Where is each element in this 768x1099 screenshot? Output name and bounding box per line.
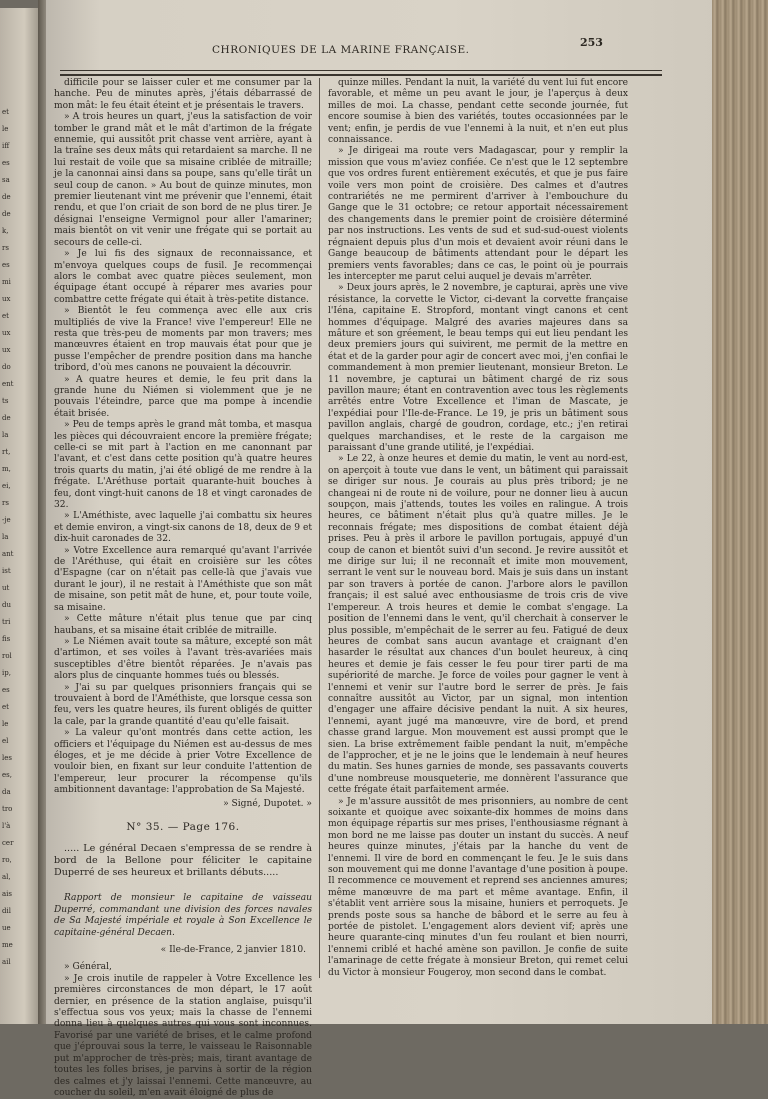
left-column [54,78,312,1099]
header-rule-thin [60,70,662,71]
facing-page-fragment: ant [2,550,14,558]
facing-page-fragment: mi [2,278,11,286]
facing-page-fragment: et [2,108,9,116]
facing-page-fragment: ue [2,924,11,932]
section-heading: N° 35. — Page 176. [126,821,240,833]
page-header [46,36,718,62]
facing-page-fragment: ro, [2,856,12,864]
facing-page-fragment: k, [2,227,9,235]
paragraph: » Deux jours après, le 2 novembre, je capturai, après une vive résistance, la corvette le Victor, ci-devant la corvette française l'Iéna, capitaine E. Stropford, montant vingt canons et cent hommes d'équipage. Malgré des avaries majeures dans sa mâture et son gréement, le beau temps qui eut lieu pendant les deux premiers jours qui suivirent, me permit de la mettre en état et de la garder pour agir de concert avec moi, j'en confiai le commandement à mon premier lieutenant, monsieur Breton. Le 11 novembre, je capturai un bâtiment chargé de riz sous pavillon maure; étant en contravention avec tous les règlements arrêtés entre Votre Excellence et l'iman de Mascate, je l'expédiai pour l'Ile-de-France. Le 19, je pris un bâtiment sous pavillon anglais, chargé de goudron, cordage, etc.; j'en retirai quelques marchandises, et le reste de la cargaison me paraissant d'une grande utilité, je l'expédiai. [328,283,628,453]
facing-page-fragment: tro [2,805,13,813]
paragraph: » Cette mâture n'était plus tenue que par cinq haubans, et sa misaine était criblée de mitraille. [54,614,312,636]
facing-page-fragment: ei, [2,482,11,490]
facing-page-fragment: ail [2,958,11,966]
paragraph: » La valeur qu'ont montrés dans cette action, les officiers et l'équipage du Niémen est au-dessus de mes éloges, et je me décide à prier Votre Excellence de vouloir bien, en fixant sur leur conduite l'attention de l'empereur, leur procurer la récompense qu'ils ambitionnent davantage: l'approbation de Sa Majesté. [54,728,312,796]
facing-page-fragment: de [2,414,11,422]
facing-page-fragment: m, [2,465,11,473]
paragraph: » Le Niémen avait toute sa mâture, excepté son mât d'artimon, et ses voiles à l'avant très-avariées mais susceptibles d'être bientôt réparées. Je n'avais pas alors plus de cinquante hommes tués ou blessés. [54,636,312,682]
page-stack-edge [712,0,768,1024]
paragraph: » Le 22, à onze heures et demie du matin, le vent au nord-est, on aperçoit à toute vue dans le vent, un bâtiment qui paraissait se diriger sur nous. Je courais au plus près tribord; je ne changeai ni de route ni de voilure, pour ne donner lieu à aucun soupçon, mais j'attends, toutes les voiles en ralingue. A trois heures, ce bâtiment n'était plus qu'à quatre milles. Je le reconnais frégate; mes dispositions de combat étaient déjà prises. Peu à près il arbore le pavillon portugais, appuyé d'un coup de canon et bientôt suivi d'un second. Je revire aussitôt et me dirige sur lui; il ne reconnaît et imite mon mouvement, serrant le vent sur le nouveau bord. Mais je suis dans un instant par son travers à portée de canon. J'arbore alors le pavillon français; il est salué avec enthousiasme de trois cris de vive l'empereur. A trois heures et demie le combat s'engage. La position de l'ennemi dans le vent, qu'il cherchait à conserver le plus possible, m'empêchait de le serrer au feu. Fatigué de deux heures de combat sans aucun avantage et craignant d'en hasarder le résultat aux chances d'un boulet heureux, à cinq heures et demie je fais cesser le feu pour tirer parti de ma supériorité de marche. Je force de voiles pour gagner le vent à l'ennemi et venir sur l'autre bord le serrer de près. Je fais connaître aussitôt au Victor, par un signal, mon intention d'engager une affaire décisive pendant la nuit. A six heures, l'ennemi, ayant jugé ma manœuvre, vire de bord, et prend chasse grand largue. Mon mouvement est aussi prompt que le sien. La brise extrêmement faible pendant la nuit, m'empêche de l'approcher, et je ne le joins que le lendemain à neuf heures du matin. Ses hunes garnies de monde, ses passavants couverts d'une nombreuse mousqueterie, me donnèrent l'assurance que cette frégate était parfaitement armée. [328,454,628,796]
paragraph: » Peu de temps après le grand mât tomba, et masqua les pièces qui découvraient encore la première frégate; celle-ci se mit part à l'action en me canonnant par l'avant, et c'est dans cette position qu'à quatre heures trois quarts du matin, j'ai été obligé de me rendre à la frégate. L'Aréthuse portait quarante-huit bouches à feu, dont vingt-huit canons de 18 et vingt caronades de 32. [54,420,312,511]
facing-page-fragment: fis [2,635,11,643]
facing-page-fragment: es, [2,771,12,779]
facing-page-fragment: le [2,125,9,133]
facing-page-fragment: de [2,210,11,218]
paragraph: » Bientôt le feu commença avec elle aux cris multipliés de vive la France! vive l'empereur! Elle ne resta que très-peu de moments par mon travers; mes manœuvres étaient en trop mauvais état pour que je pusse l'empêcher de prendre position dans ma hanche tribord, d'où mes canons ne pouvaient la découvrir. [54,306,312,374]
book-page [46,0,718,1098]
left-column-paragraphs [54,78,312,797]
facing-page-fragment: ux [2,329,11,337]
signature: » Signé, Dupotet. » [223,798,312,809]
facing-page-fragment: du [2,601,11,609]
page-number: 253 [580,36,603,49]
facing-page-fragment: ut [2,584,10,592]
facing-page-fragment: dil [2,907,11,915]
facing-page-fragment: es [2,686,10,694]
facing-page-fragment: me [2,941,13,949]
dateline: « Ile-de-France, 2 janvier 1810. [160,945,306,956]
final-paragraph: » Je crois inutile de rappeler à Votre Excellence les premières circonstances de mon départ, le 17 août dernier, en présence de la station anglaise, puisqu'il s'effectua sous vos yeux; mais la chasse de l'ennemi donna lieu à quelques autres qui vous sont inconnues. Favorisé par une variété de brises, et le calme profond que j'éprouvai sous la terre, le vaisseau le Raisonnable put m'approcher de très-près; mais, tirant avantage de toutes les folles brises, je parvins à sortir de la région des calmes et j'y laissai l'ennemi. Cette manœuvre, au coucher du soleil, m'en avait éloigné de plus de [54,973,312,1098]
facing-page-fragment: l'à [2,822,11,830]
section-summary: ..... Le général Decaen s'empressa de se rendre à bord de la Bellone pour féliciter le capitaine Duperré de ses heureux et brillants débuts..... [54,843,312,879]
facing-page-fragment: rol [2,652,12,660]
facing-page-fragment: iff [2,142,10,150]
right-column [328,78,628,979]
facing-page-fragment: rs [2,244,9,252]
facing-page-fragment: tri [2,618,11,626]
paragraph: » A quatre heures et demie, le feu prit dans la grande hune du Niémen si violemment que je ne pouvais l'éteindre, parce que ma pompe à incendie était brisée. [54,374,312,419]
facing-page-fragment: ent [2,380,14,388]
facing-page-fragment: ais [2,890,13,898]
facing-page-fragment: de [2,193,11,201]
facing-page-fragment: la [2,533,9,541]
paragraph: » Votre Excellence aura remarqué qu'avant l'arrivée de l'Aréthuse, qui était en croisière sur les côtes d'Espagne (car on n'était pas celle-là que j'avais vue durant le jour), il ne restait à l'Améthiste que son mât de misaine, son petit mât de hune, et, pour toute voile, sa misaine. [54,545,312,613]
facing-page-fragment: ip, [2,669,11,677]
paragraph: quinze milles. Pendant la nuit, la variété du vent lui fut encore favorable, et même un peu avant le jour, je l'aperçus à deux milles de moi. La chasse, pendant cette seconde journée, fut encore soumise à bien des variétés, toutes occasionnées par le vent; enfin, je perdis de vue l'ennemi à la nuit, et n'en eut plus connaissance. [328,78,628,146]
header-rule-thick [60,74,662,76]
facing-page-fragment: -je [2,516,11,524]
facing-page-fragment: do [2,363,11,371]
facing-page-fragment: ux [2,295,11,303]
facing-page-fragment: les [2,754,12,762]
facing-page-fragment: ux [2,346,11,354]
paragraph: » Je lui fis des signaux de reconnaissance, et m'envoya quelques coups de fusil. Je recommençai alors le combat avec quatre pièces seulement, mon équipage étant occupé à réparer mes avaries pour combattre cette frégate qui était à très-petite distance. [54,249,312,305]
facing-page-fragment: et [2,703,9,711]
right-column-paragraphs [328,78,628,979]
facing-page-fragment: es [2,261,10,269]
running-title: CHRONIQUES DE LA MARINE FRANÇAISE. [212,44,470,56]
facing-page-fragment: ts [2,397,9,405]
facing-page-fragment: rt, [2,448,11,456]
report-title: Rapport de monsieur le capitaine de vaisseau Duperré, commandant une division des forces navales de Sa Majesté impériale et royale à Son Excellence le capitaine-général Decaen. [54,893,312,938]
facing-page-fragment: es [2,159,10,167]
column-divider [319,78,320,978]
facing-page-fragment: al, [2,873,11,881]
paragraph: » J'ai su par quelques prisonniers français qui se trouvaient à bord de l'Améthiste, que lorsque cessa son feu, vers les quatre heures, ils furent obligés de quitter la cale, par la grande quantité d'eau qu'elle faisait. [54,682,312,727]
paragraph: » Je dirigeai ma route vers Madagascar, pour y remplir la mission que vous m'aviez confiée. Ce n'est que le 12 septembre que vos ordres furent entièrement exécutés, et que je pus faire voile vers mon point de croisière. Des calmes et d'autres contrariétés ne me permirent d'arriver à l'embouchure du Gange que le 31 octobre; ce retour apportait nécessairement des changements dans le premier point de croisière déterminé par nos instructions. Les vents de sud et sud-sud-ouest violents régnaient depuis plus d'un mois et devaient avoir réuni dans le Gange beaucoup de bâtiments attendant pour le départ les premiers vents favorables; dans ce cas, le point où je pourrais les intercepter me parut celui auquel je devais m'arrêter. [328,146,628,282]
facing-page-fragment: rs [2,499,9,507]
facing-page-fragment: et [2,312,9,320]
paragraph: difficile pour se laisser culer et me consumer par la hanche. Peu de minutes après, j'étais débarrassé de mon mât: le feu était éteint et je présentais le travers. [54,78,312,111]
facing-page-fragment: el [2,737,9,745]
facing-page-fragment: sa [2,176,10,184]
facing-page-fragment: da [2,788,11,796]
paragraph: » L'Améthiste, avec laquelle j'ai combattu six heures et demie environ, a vingt-six canons de 18, deux de 9 et dix-huit caronades de 32. [54,511,312,545]
salutation: » Général, [64,962,112,973]
facing-page-fragment: le [2,720,9,728]
facing-page-fragment: ist [2,567,11,575]
facing-page-fragment: cer [2,839,14,847]
paragraph: » Je m'assure aussitôt de mes prisonniers, au nombre de cent soixante et quoique avec soixante-dix hommes de moins dans mon équipage répartis sur mes prises, l'enthousiasme régnant à mon bord ne me laisse pas douter un instant du succès. A neuf heures quinze minutes, j'étais par la hanche du vent de l'ennemi. Il vire de bord en commençant le feu. Je le suis dans son mouvement qui me donne l'avantage d'une position à poupe. Il recommence ce mouvement et reprend ses anciennes amures; même manœuvre de ma part et même avantage. Enfin, il s'établit vent arrière sous la misaine, huniers et perroquets. Je prends poste sous sa hanche de bâbord et le serre au feu à portée de pistolet. L'engagement alors devient vif; après une heure quarante-cinq minutes d'un feu roulant et bien nourri, l'ennemi criblé et haché amène son pavillon. Je confie de suite l'amarinage de cette frégate à monsieur Breton, qui remet celui du Victor à monsieur Fougeroy, mon second dans le combat. [328,796,628,978]
paragraph: » A trois heures un quart, j'eus la satisfaction de voir tomber le grand mât et le mât d'artimon de la frégate ennemie, qui aussitôt prit chasse vent arrière, ayant à la traîne ses deux mâts qui retardaient sa marche. Il ne lui restait de voile que sa misaine criblée de mitraille; je la canonnai ainsi dans sa poupe, sans qu'elle tirât un seul coup de canon. » Au bout de quinze minutes, mon premier lieutenant vint me prévenir que l'ennemi, était rendu, et que l'on criait de son bord de ne plus tirer. Je désignai l'enseigne Vermignol pour aller l'amariner; mais bientôt on vit venir une frégate qui se portait au secours de celle-ci. [54,112,312,248]
facing-page-fragment: la [2,431,9,439]
